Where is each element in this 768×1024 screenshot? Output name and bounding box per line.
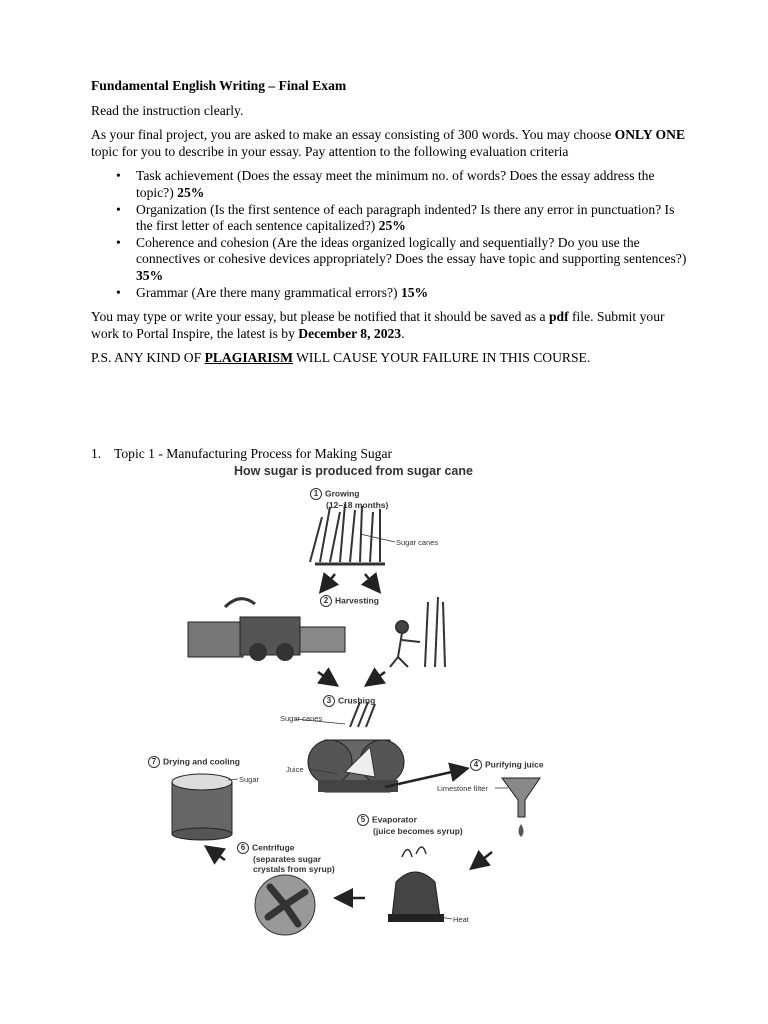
- instruction-line: Read the instruction clearly.: [91, 102, 244, 118]
- text-run: You may type or write your essay, but please be notified that it should be saved as a: [91, 309, 549, 325]
- project-description: [91, 127, 691, 160]
- step-centrifuge: [237, 842, 335, 874]
- criteria-text: Grammar (Are there many grammatical errors?): [136, 284, 401, 300]
- step-sub: (juice becomes syrup): [373, 826, 463, 836]
- step-number: 1: [310, 488, 322, 500]
- criteria-weight: 15%: [400, 284, 429, 300]
- submission-note: [91, 309, 691, 342]
- text-run: P.S. ANY KIND OF: [91, 350, 205, 366]
- farmer-harvesting-illustration: [390, 597, 445, 667]
- criteria-item: [136, 168, 691, 201]
- callout-sugar: Sugar: [239, 775, 260, 784]
- diagram-title: How sugar is produced from sugar cane: [234, 464, 473, 478]
- topic-heading: [91, 446, 392, 462]
- step-sub: crystals from syrup): [253, 864, 335, 874]
- step-label: Evaporator: [372, 814, 417, 825]
- exam-document: [91, 78, 691, 375]
- text-run: As your final project, you are asked to make an essay consisting of 300 words. You may choose: [91, 127, 615, 143]
- criteria-item: [136, 285, 691, 302]
- step-label: Growing: [325, 488, 360, 499]
- step-sub: (12–18 months): [326, 500, 389, 510]
- callout-sugar-canes: Sugar canes: [396, 538, 439, 547]
- callout-sugar-canes-crushing: Sugar canes: [280, 714, 323, 723]
- text-run: file. Submit your work to Portal Inspire, the latest is by: [91, 309, 665, 341]
- step-label: Crushing: [338, 695, 376, 706]
- criteria-text: Organization (Is the first sentence of each paragraph indented? Is there any error in punctuation? Is the first letter of each sentence capitalized?): [136, 201, 675, 234]
- text-run: WILL CAUSE YOUR FAILURE IN THIS COURSE.: [292, 350, 591, 366]
- criteria-list: [91, 168, 691, 301]
- text-run: topic for you to describe in your essay. Pay attention to the following evaluation criteria: [91, 143, 569, 159]
- step-number: 5: [357, 814, 369, 826]
- step-number: 2: [320, 595, 332, 607]
- topic-title: Topic 1 - Manufacturing Process for Making Sugar: [114, 446, 393, 461]
- step-purifying: [470, 759, 544, 771]
- document-title: Fundamental English Writing – Final Exam: [91, 78, 347, 93]
- criteria-text: Task achievement (Does the essay meet the minimum no. of words? Does the essay address the topic?): [136, 168, 655, 200]
- criteria-item: [136, 235, 691, 285]
- step-growing: [310, 488, 388, 510]
- plagiarism-warning: [91, 350, 691, 367]
- criteria-weight: 25%: [177, 184, 205, 200]
- limestone-filter-funnel-illustration: [502, 778, 540, 837]
- sugar-process-diagram: [140, 462, 570, 942]
- callout-juice: Juice: [286, 765, 304, 774]
- flow-arrow: [208, 848, 225, 860]
- emphasis-pdf: pdf: [548, 309, 569, 325]
- step-drying: [148, 756, 240, 768]
- plagiarism-word: PLAGIARISM: [204, 350, 293, 366]
- criteria-weight: 35%: [136, 267, 164, 283]
- step-sub: (separates sugar: [253, 854, 322, 864]
- crushing-machine-illustration: [308, 702, 404, 792]
- step-harvesting: [320, 595, 379, 607]
- step-number: 6: [237, 842, 249, 854]
- criteria-text: Coherence and cohesion (Are the ideas organized logically and sequentially? Do you use the connectives or cohesive devices appropriately? Does the essay have topic and supporting sentences?): [136, 234, 687, 267]
- callout-limestone-filter: Limestone filter: [437, 784, 488, 793]
- topic-number: 1.: [91, 446, 102, 461]
- text-run: .: [401, 325, 405, 341]
- centrifuge-illustration: [255, 875, 315, 935]
- step-evaporator: [357, 814, 463, 836]
- evaporator-pot-illustration: [388, 847, 444, 922]
- flow-arrow: [473, 852, 492, 867]
- criteria-weight: 25%: [378, 218, 406, 234]
- flow-arrow: [368, 672, 385, 684]
- step-label: Centrifuge: [252, 842, 295, 853]
- deadline-date: December 8, 2023: [298, 325, 402, 341]
- step-number: 3: [323, 695, 335, 707]
- flow-arrow: [322, 574, 335, 590]
- step-number: 4: [470, 759, 482, 771]
- step-number: 7: [148, 756, 160, 768]
- step-label: Harvesting: [335, 595, 379, 606]
- step-label: Purifying juice: [485, 759, 544, 770]
- step-crushing: [323, 695, 375, 707]
- flow-arrow: [365, 574, 378, 590]
- flow-arrow: [318, 672, 335, 684]
- emphasis-only-one: ONLY ONE: [614, 127, 686, 143]
- harvester-tractor-illustration: [188, 599, 345, 661]
- callout-heat: Heat: [453, 915, 469, 924]
- drying-drum-illustration: [172, 774, 232, 840]
- step-label: Drying and cooling: [163, 756, 240, 767]
- sugar-cane-field-illustration: [310, 504, 385, 564]
- criteria-item: [136, 202, 691, 235]
